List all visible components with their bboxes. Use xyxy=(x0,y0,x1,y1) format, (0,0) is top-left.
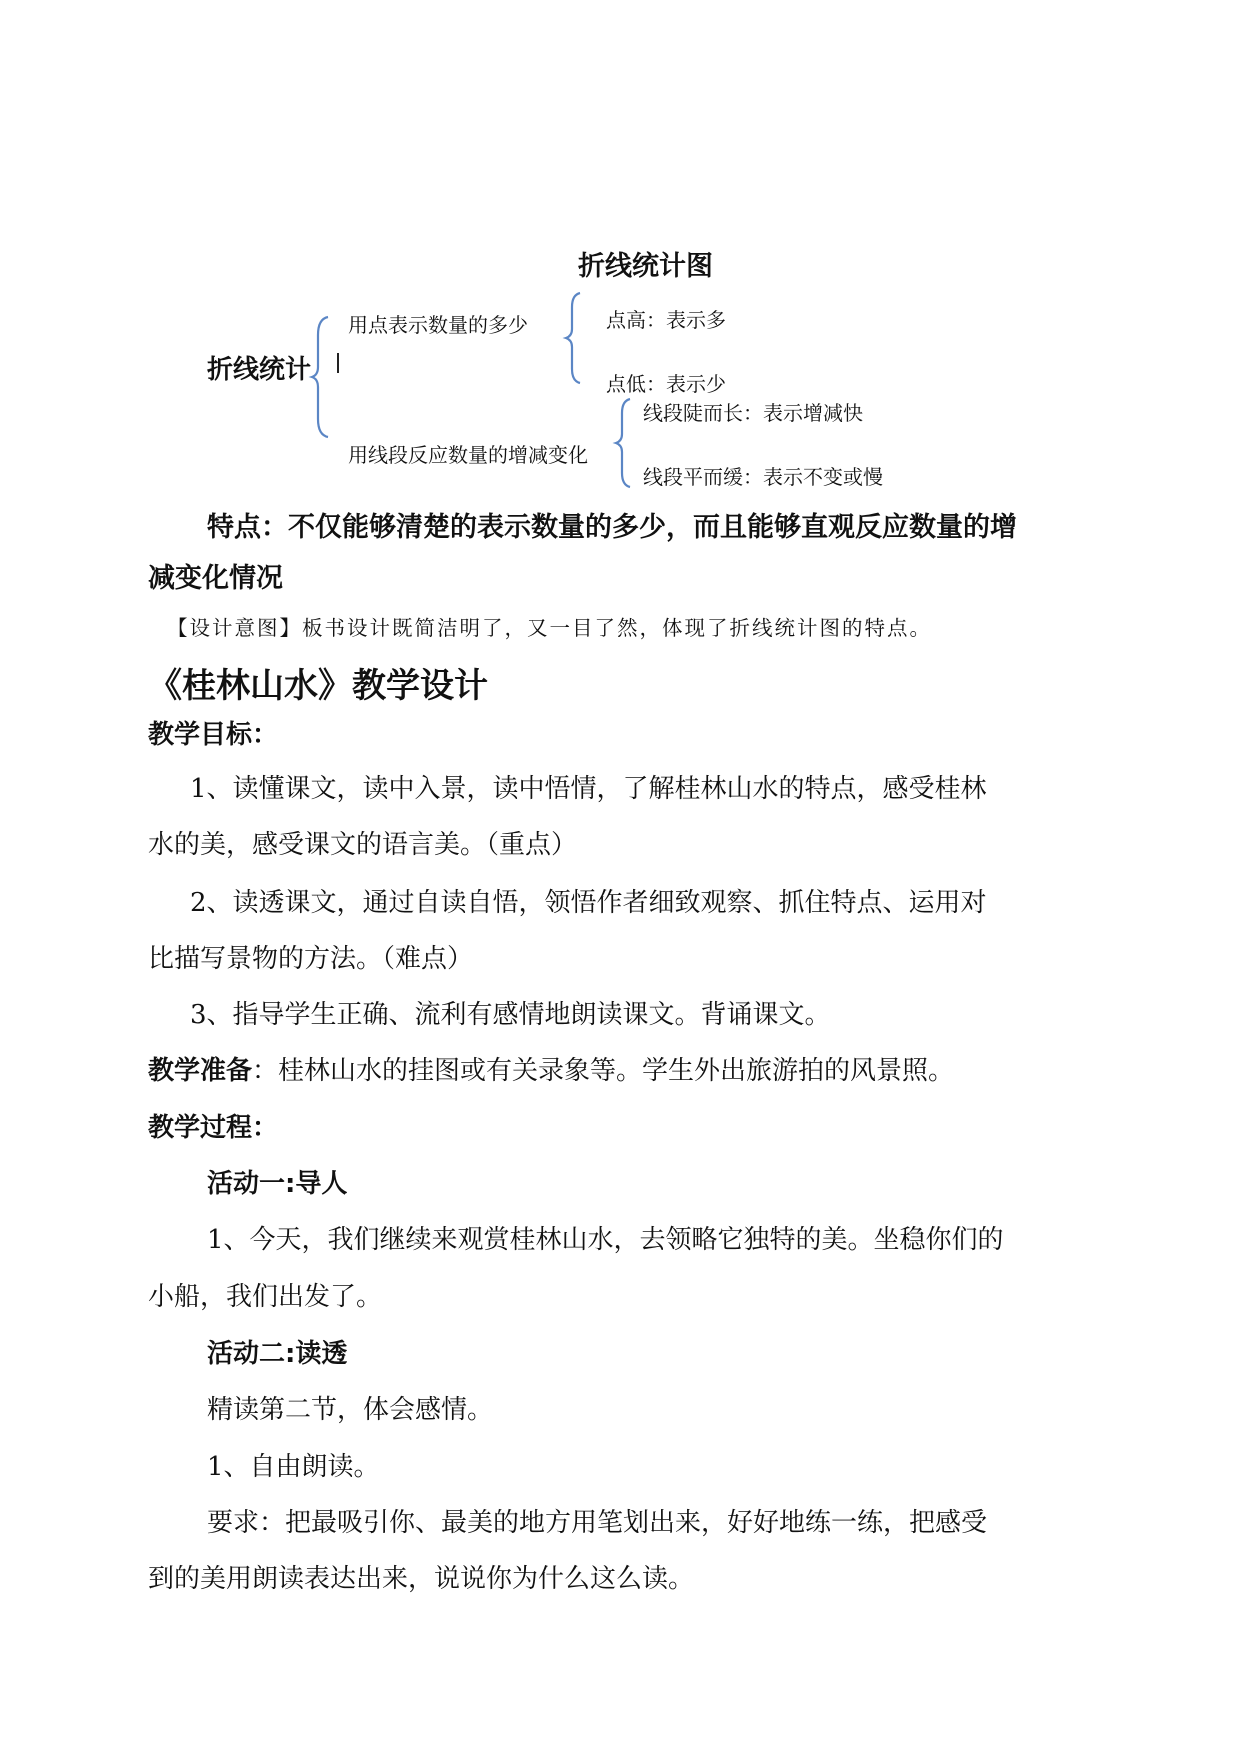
diagram-title: 折线统计图 xyxy=(578,251,713,282)
branch-1-label: 用点表示数量的多少 xyxy=(348,313,528,337)
prep-text: ：桂林山水的挂图或有关录象等。学生外出旅游拍的风景照。 xyxy=(252,1056,955,1086)
activity-2-heading: 活动二:读透 xyxy=(207,1339,348,1369)
leaf-2-1: 线段陡而长：表示增减快 xyxy=(643,401,863,425)
goals-heading: 教学目标： xyxy=(148,720,279,750)
activity-1-line-2: 小船，我们出发了。 xyxy=(148,1282,383,1312)
goal-1-line-1: 1、读懂课文，读中入景，读中悟情，了解桂林山水的特点，感受桂林 xyxy=(190,774,987,804)
activity-2-step-1: 1、自由朗读。 xyxy=(207,1452,380,1482)
design-intent: 【设计意图】板书设计既简洁明了，又一目了然，体现了折线统计图的特点。 xyxy=(167,616,932,640)
leaf-1-2: 点低：表示少 xyxy=(606,372,726,396)
diagram-root-label: 折线统计 xyxy=(207,355,312,385)
activity-1-heading: 活动一:导人 xyxy=(207,1169,348,1199)
branch-1-brace xyxy=(566,291,584,385)
text-cursor xyxy=(337,353,339,373)
feature-line-1: 特点：不仅能够清楚的表示数量的多少，而且能够直观反应数量的增 xyxy=(207,512,1017,543)
prep-label: 教学准备 xyxy=(148,1056,253,1086)
goal-1-line-2: 水的美，感受课文的语言美。（重点） xyxy=(148,830,578,860)
activity-1-line-1: 1、今天，我们继续来观赏桂林山水，去领略它独特的美。坐稳你们的 xyxy=(207,1225,1004,1255)
leaf-2-2: 线段平而缓：表示不变或慢 xyxy=(643,465,883,489)
activity-2-requirement-line-1: 要求：把最吸引你、最美的地方用笔划出来，好好地练一练，把感受 xyxy=(207,1508,988,1538)
goal-2-line-2: 比描写景物的方法。（难点） xyxy=(148,944,474,974)
feature-line-2: 减变化情况 xyxy=(148,563,283,594)
goal-3-line-1: 3、指导学生正确、流利有感情地朗读课文。背诵课文。 xyxy=(190,1000,831,1030)
goal-2-line-1: 2、读透课文，通过自读自悟，领悟作者细致观察、抓住特点、运用对 xyxy=(190,888,987,918)
process-heading: 教学过程： xyxy=(148,1113,279,1143)
main-brace xyxy=(312,315,332,440)
activity-2-requirement-line-2: 到的美用朗读表达出来，说说你为什么这么读。 xyxy=(148,1564,695,1594)
branch-2-label: 用线段反应数量的增减变化 xyxy=(348,443,588,467)
lesson-title: 《桂林山水》教学设计 xyxy=(148,666,488,706)
prep-line xyxy=(148,1050,954,1087)
leaf-1-1: 点高：表示多 xyxy=(606,308,726,332)
branch-2-brace xyxy=(616,397,634,489)
activity-2-intro: 精读第二节，体会感情。 xyxy=(207,1395,494,1425)
